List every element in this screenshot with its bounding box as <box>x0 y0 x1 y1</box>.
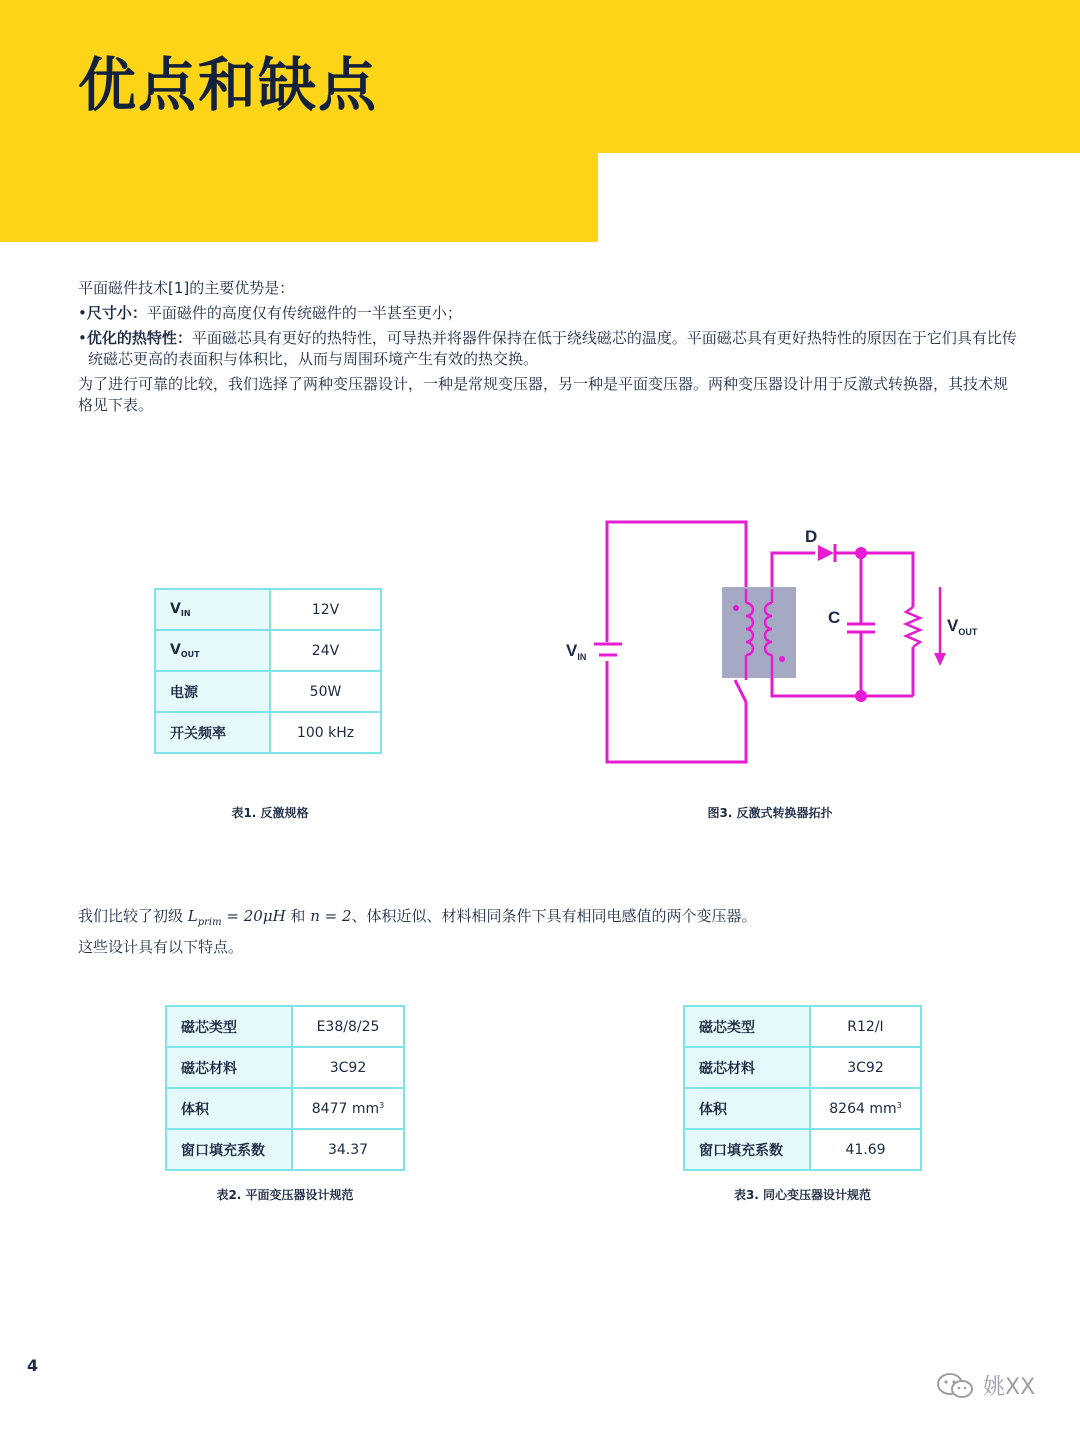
bullet-size-label: 尺寸小： <box>86 304 147 322</box>
table-row <box>155 589 381 630</box>
table-cell-value: E38/8/25 <box>292 1006 404 1047</box>
bullet-thermal <box>78 328 1018 370</box>
watermark <box>935 1370 1035 1401</box>
table-row <box>166 1006 404 1047</box>
table3-caption: 表3. 同心变压器设计规范 <box>733 1188 872 1202</box>
intro-lead: 平面磁件技术[1]的主要优势是： <box>78 279 295 297</box>
bullet-dot: • <box>78 304 87 322</box>
flyback-spec-table <box>154 588 382 754</box>
vout-label: $V_{OUT}$ <box>947 616 978 637</box>
para2-line2: 这些设计具有以下特点。 <box>78 938 244 956</box>
vout-arrow <box>934 587 946 666</box>
bullet-thermal-label: 优化的热特性： <box>86 329 192 347</box>
table-cell-label: $V_{IN}$ <box>155 589 270 630</box>
table-cell-label: 体积 <box>166 1088 292 1129</box>
bullet-thermal-text: 平面磁芯具有更好的热特性，可导热并将器件保持在低于绕线磁芯的温度。平面磁芯具有更好热特性的原因在于它们具有比传统磁芯更高的表面积与体积比，从而与周围环境产生有效的热交换。 <box>88 329 1017 368</box>
vin-label: $V_{IN}$ <box>566 641 587 662</box>
table-cell-value: 3C92 <box>292 1047 404 1088</box>
table-row <box>166 1129 404 1170</box>
intro-section <box>78 278 1018 416</box>
table-cell-value: 3C92 <box>810 1047 921 1088</box>
table-row <box>684 1088 921 1129</box>
diode-symbol <box>818 544 835 562</box>
table-row <box>155 671 381 712</box>
table-cell-value: 100 kHz <box>270 712 381 753</box>
junction-dot <box>855 547 867 559</box>
table-cell-label: 磁芯材料 <box>166 1047 292 1088</box>
table-cell-value: 12V <box>270 589 381 630</box>
table2-caption: 表2. 平面变压器设计规范 <box>216 1188 354 1202</box>
table-cell-value: 41.69 <box>810 1129 921 1170</box>
transformer-core <box>722 587 796 678</box>
junction-dot <box>855 690 867 702</box>
table-cell-label: 电源 <box>155 671 270 712</box>
table-row <box>684 1047 921 1088</box>
table-cell-label: 磁芯材料 <box>684 1047 810 1088</box>
table-row <box>166 1047 404 1088</box>
table-cell-value: R12/I <box>810 1006 921 1047</box>
polarity-dot-primary <box>733 605 739 611</box>
figure3-caption: 图3. 反激式转换器拓扑 <box>707 806 833 820</box>
diode-label: D <box>805 527 818 546</box>
wechat-icon <box>935 1371 977 1401</box>
table-row <box>155 712 381 753</box>
page-title: 优点和缺点 <box>78 51 379 119</box>
concentric-transformer-table <box>683 1005 922 1171</box>
bullet-dot: • <box>78 329 87 347</box>
table-cell-label: 开关频率 <box>155 712 270 753</box>
table-cell-label: 窗口填充系数 <box>684 1129 810 1170</box>
table-row <box>684 1129 921 1170</box>
table-cell-label: 磁芯类型 <box>166 1006 292 1047</box>
capacitor-symbol <box>847 624 875 632</box>
table-cell-label: 体积 <box>684 1088 810 1129</box>
planar-transformer-table <box>165 1005 405 1171</box>
math-turns-ratio: n = 2 <box>310 907 352 925</box>
table-cell-label: $V_{OUT}$ <box>155 630 270 671</box>
battery-symbol <box>594 644 622 655</box>
table-cell-value: 8264 $mm^3$ <box>810 1088 921 1129</box>
table-cell-value: 8477 $mm^3$ <box>292 1088 404 1129</box>
capacitor-label: C <box>828 608 841 627</box>
load-resistor <box>906 607 920 647</box>
table-cell-label: 窗口填充系数 <box>166 1129 292 1170</box>
table-cell-value: 50W <box>270 671 381 712</box>
table-cell-value: 24V <box>270 630 381 671</box>
table-cell-label: 磁芯类型 <box>684 1006 810 1047</box>
polarity-dot-secondary <box>779 656 785 662</box>
table1-caption: 表1. 反激规格 <box>231 806 309 820</box>
flyback-topology-diagram <box>560 510 990 775</box>
para2-line1: 我们比较了初级 $L_{prim} = 20\mu H$ 和 n = 2、体积近似、材料相同条件下具有相同电感值的两个变压器。 <box>78 907 757 928</box>
table-row <box>684 1006 921 1047</box>
table-row <box>166 1088 404 1129</box>
header-band-extension <box>0 153 598 242</box>
bullet-size-text: 平面磁件的高度仅有传统磁件的一半甚至更小； <box>146 304 462 322</box>
comparison-paragraph: 为了进行可靠的比较，我们选择了两种变压器设计，一种是常规变压器，另一种是平面变压器。两种变压器设计用于反激式转换器，其技术规格见下表。 <box>78 375 1009 414</box>
math-inductance: $L_{prim} = 20\mu H$ <box>187 907 286 928</box>
table-cell-value: 34.37 <box>292 1129 404 1170</box>
comparison-paragraph-2 <box>78 906 1018 958</box>
bullet-size <box>78 303 1018 324</box>
watermark-text: 姚XX <box>983 1375 1036 1400</box>
page-number: 4 <box>27 1356 39 1375</box>
table-row <box>155 630 381 671</box>
